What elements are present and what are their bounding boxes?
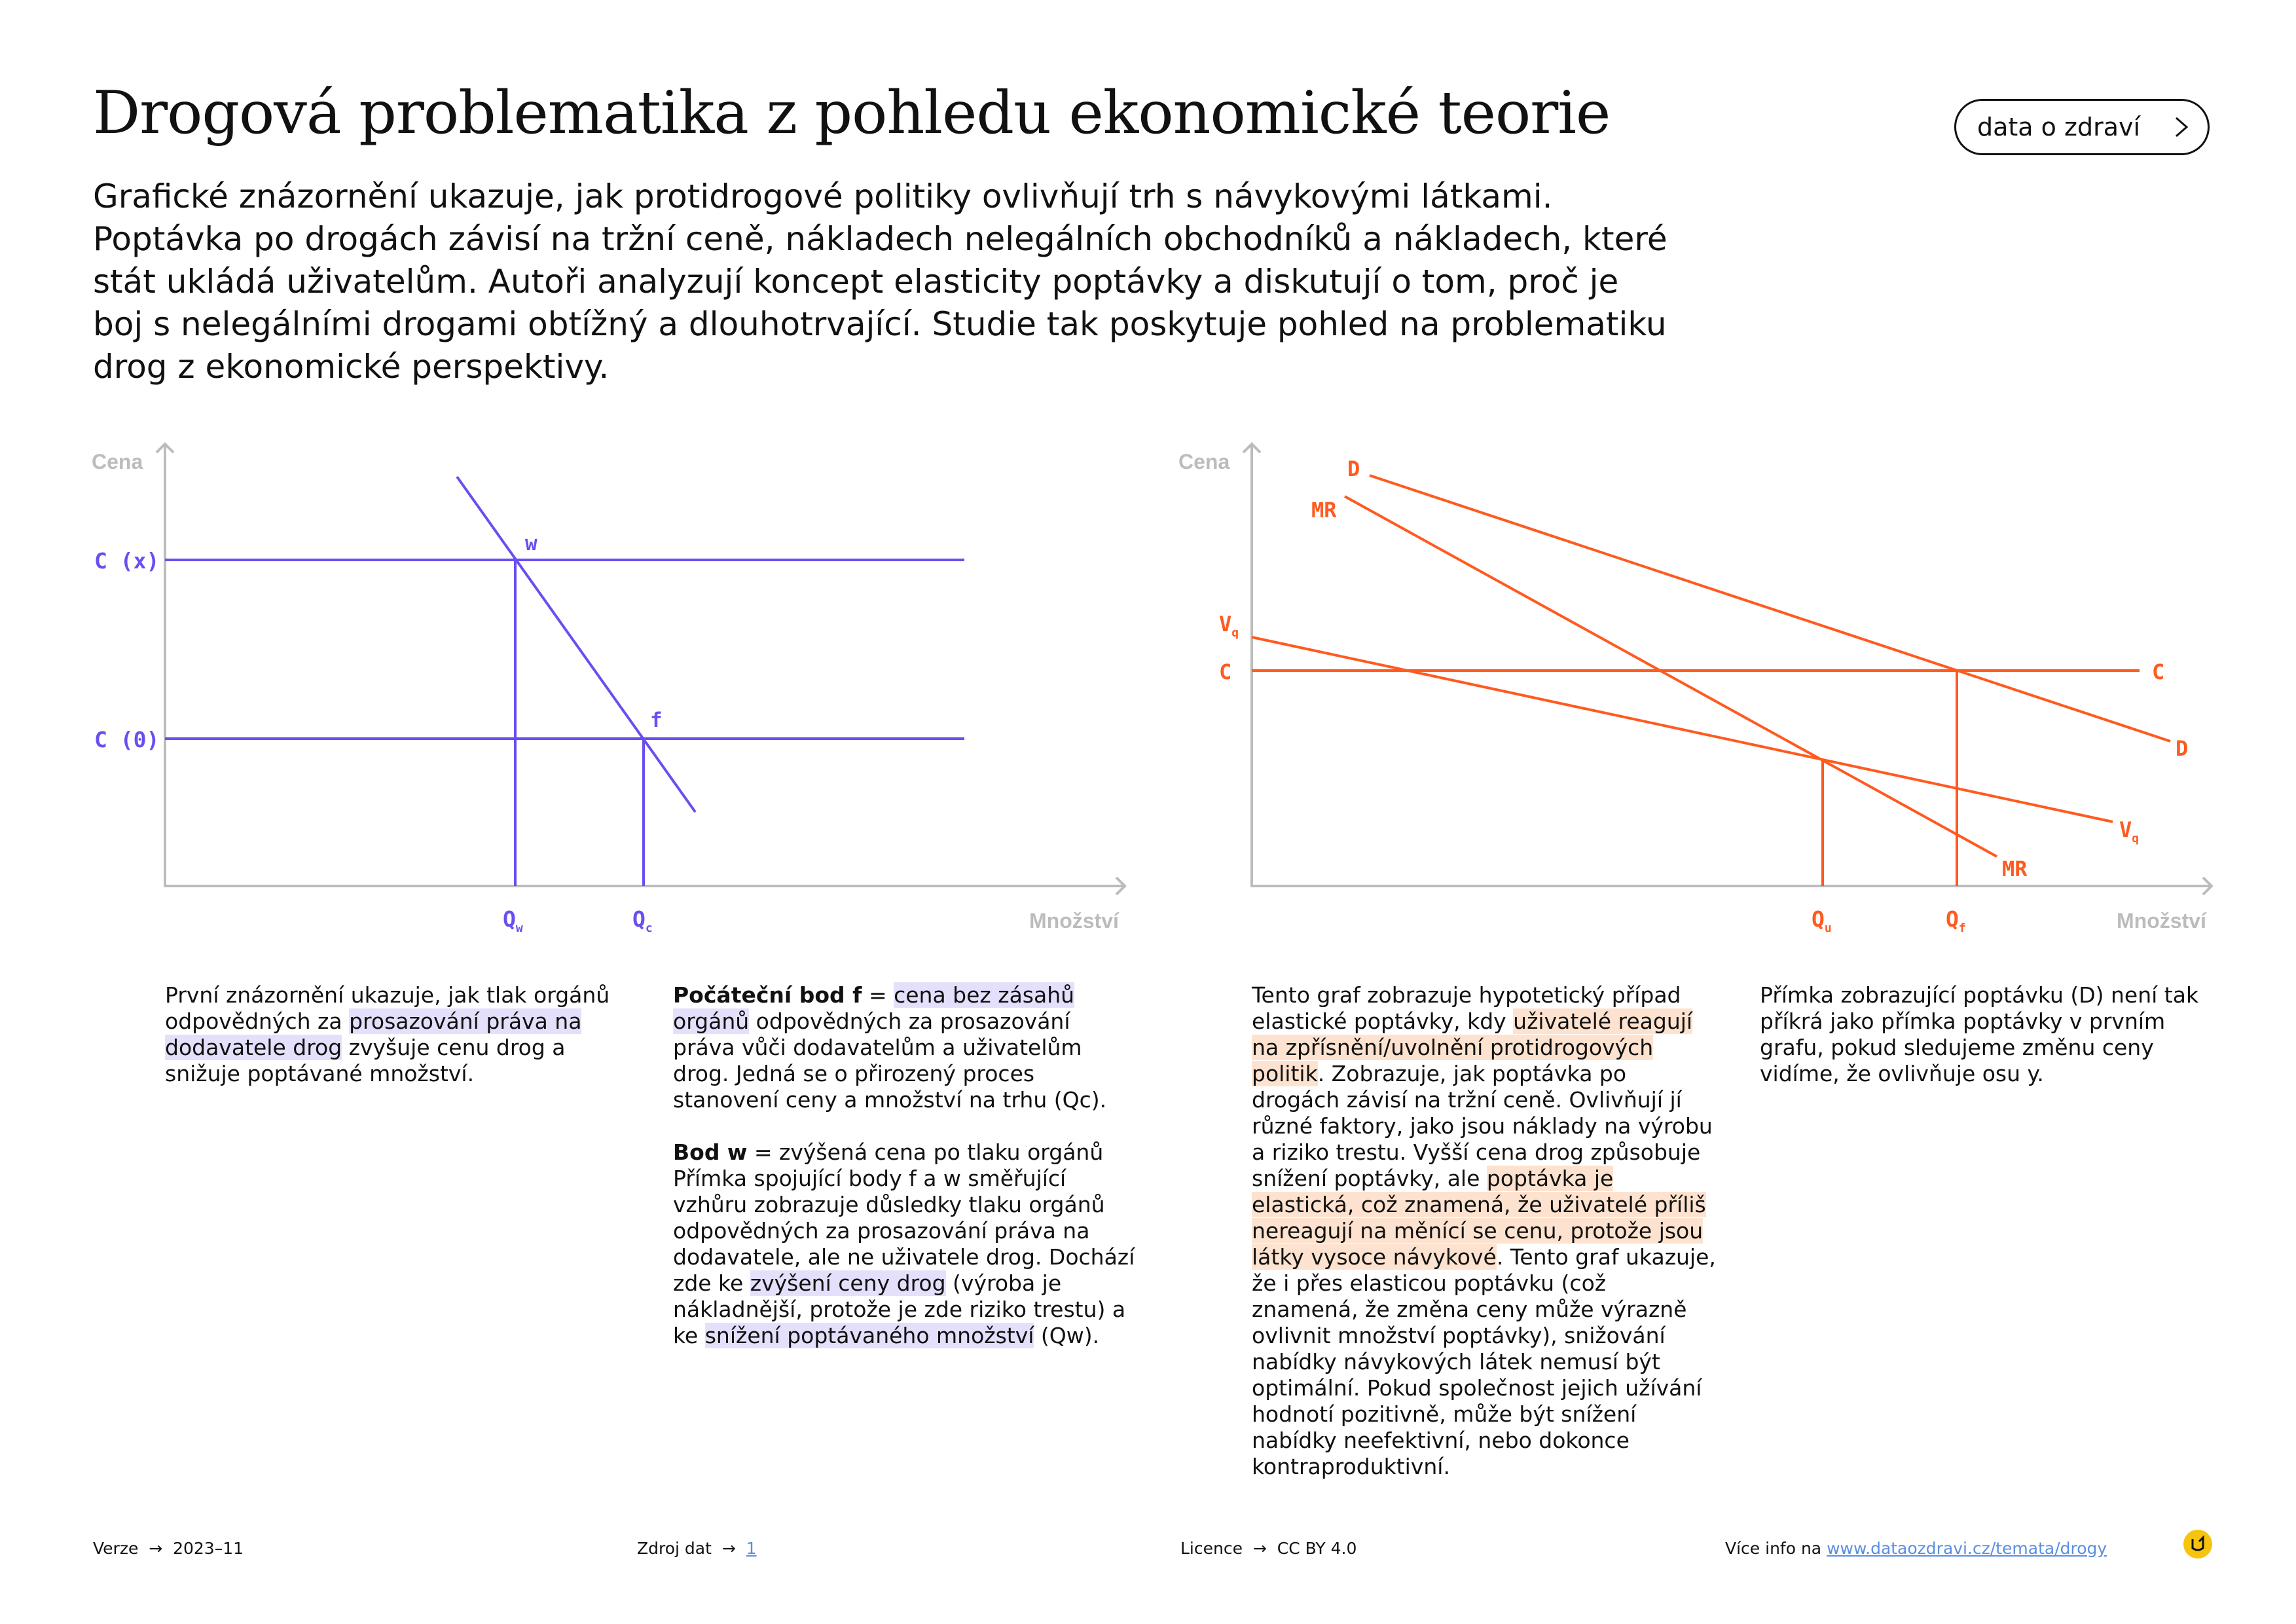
chart2-mr-label-top: MR (1311, 498, 1337, 523)
chart2-x-axis-label: Množství (2117, 909, 2206, 932)
chart2-vq-label-right: $V_q$ (2119, 817, 2140, 845)
arrow-right-icon: → (1252, 1539, 1267, 1558)
chart1-y-axis-label: Cena (92, 450, 143, 473)
more-info-link[interactable]: www.dataozdravi.cz/temata/drogy (1827, 1539, 2107, 1558)
chart2-demand-label-right: D (2176, 736, 2189, 761)
highlight-enforcement: prosazování práva na dodavatele drog (165, 1008, 582, 1060)
chart-2 (1178, 444, 2212, 935)
chart-1 (92, 444, 1125, 935)
chart2-mr-label-bottom: MR (2002, 857, 2028, 881)
chart2-c-label-right: C (2152, 659, 2165, 684)
chart2-description: Tento graf zobrazuje hypotetický případ elastické poptávky, kdy uživatelé reagují na zpřísnění/uvolnění protidrogových politik. Zobrazuje, jak poptávka po drogách závisí na tržní ceně. Ovlivňují jí různé faktory, jako jsou náklady na výrobu a riziko trestu. Vyšší cena drog způsobuje snížení poptávky, ale poptávka je elastická, což znamená, že uživatelé příliš nereagují na měnící se cenu, protože jsou látky vysoce návykové. Tento graf ukazuje, že i přes elasticou poptávku (což znamená, že změna ceny může výrazně ovlivnit množství poptávky), snižování nabídky návykových látek nemusí být optimální. Pokud společnost jejich užívání hodnotí pozitivně, může být snížení nabídky neefektivní, nebo dokonce kontraproduktivní. (1252, 982, 1716, 1479)
arrow-right-icon: → (149, 1539, 163, 1558)
chart1-supply-line (457, 477, 695, 812)
chart2-vq-line (1252, 637, 2113, 822)
chart2-qf-label: $Q_f$ (1946, 906, 1966, 935)
chart1-description: První znázornění ukazuje, jak tlak orgánů odpovědných za prosazování práva na dodavatele drog zvyšuje cenu drog a snižuje poptávané množství. (165, 982, 610, 1086)
chart1-price-high-label: C (x) (94, 548, 160, 574)
point-w-description: Přímka spojující body f a w směřující vzhůru zobrazuje důsledky tlaku orgánů odpovědných za prosazování práva na dodavatele, ale ne uživatele drog. Dochází zde ke zvýšení ceny drog (výroba je nákladnější, protože je zde riziko trestu) a ke snížení poptávaného množství (Qw). (673, 1166, 1135, 1348)
footer-more-info: Více info na www.dataozdravi.cz/temata/drogy (1725, 1539, 2107, 1558)
intro-text: Grafické znázornění ukazuje, jak protidrogové politiky ovlivňují trh s návykovými látkami. Poptávka po drogách závisí na tržní ceně, nákladech nelegálních obchodníků a nákladech, které stát ukládá uživatelům. Autoři analyzují koncept elasticity poptávky a diskutují o tom, proč je boj s nelegálními drogami obtížný a dlouhotrvající. Studie tak poskytuje pohled na problematiku drog z ekonomické perspektivy. (93, 177, 1667, 386)
chart1-x-axis-label: Množství (1029, 909, 1119, 932)
point-w-heading: Bod w = zvýšená cena po tlaku orgánů (673, 1139, 1104, 1165)
badge-label: data o zdraví (1977, 113, 2141, 141)
arrow-right-icon: → (721, 1539, 736, 1558)
chart2-demand-label-top: D (1347, 456, 1360, 481)
chart1-qc-label: $Q_c$ (632, 906, 653, 935)
chart2-demand-note: Přímka zobrazující poptávku (D) není tak příkrá jako přímka poptávky v prvním grafu, pokud sledujeme změnu ceny vidíme, že ovlivňuje osu y. (1760, 982, 2199, 1086)
point-f-description: Počáteční bod f = cena bez zásahů orgánů odpovědných za prosazování práva vůči dodavatelům a uživatelům drog. Jedná se o přirozený proces stanovení ceny a množství na trhu (Qc). (673, 982, 1107, 1113)
chart2-demand-line (1370, 475, 2170, 741)
footer-source: Zdroj dat → 1 (637, 1539, 757, 1558)
footer-license: Licence → CC BY 4.0 (1180, 1539, 1357, 1558)
chart1-points-description (673, 982, 1138, 1349)
footer-version: Verze → 2023–11 (93, 1539, 244, 1558)
chart2-y-axis-label: Cena (1178, 450, 1230, 473)
brand-logo-icon (2183, 1530, 2212, 1559)
chart1-point-w-label: w (525, 532, 538, 555)
page-title: Drogová problematika z pohledu ekonomické teorie (93, 79, 1611, 147)
chart2-mr-line (1345, 496, 1997, 857)
chart1-price-low-label: C (0) (94, 727, 160, 752)
source-link[interactable]: 1 (746, 1539, 757, 1558)
chart2-c-label-left: C (1219, 659, 1232, 684)
chart1-point-f-label: f (650, 709, 663, 732)
chart2-qu-label: $Q_u$ (1812, 906, 1832, 935)
chart2-vq-label-left: $V_q$ (1219, 612, 1239, 640)
chart1-qw-label: $Q_w$ (503, 906, 523, 935)
